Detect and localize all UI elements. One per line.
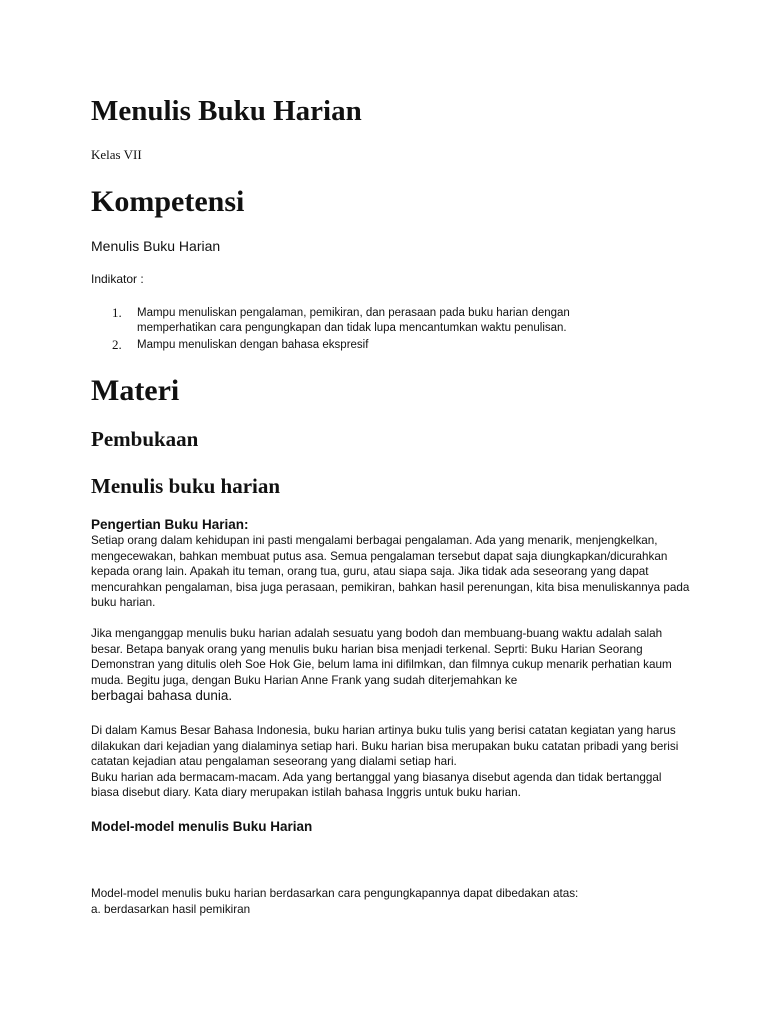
paragraph-model-intro: Model-model menulis buku harian berdasarkan cara pengungkapannya dapat dibedakan atas: — [91, 887, 579, 900]
pengertian-heading — [91, 516, 249, 533]
paragraph-pengertian: Setiap orang dalam kehidupan ini pasti mengalami berbagai pengalaman. Ada yang menarik, menjengkelkan, mengecewakan, bahkan membuat putus asa. Semua pengalaman tersebut dapat saja diungkapkan/dicurahkan kepada orang lain. Apakah itu teman, orang tua, guru, atau siapa saja. Jika tidak ada seseorang yang dapat mencurahkan pengalaman, bisa juga perasaan, pemikiran, bahkan hasil perenungan, kita bisa menuliskannya pada buku harian. — [91, 534, 690, 609]
indikator-list — [112, 306, 632, 356]
paragraph-terkenal-text: Jika menganggap menulis buku harian adalah sesuatu yang bodoh dan membuang-buang waktu adalah salah besar. Betapa banyak orang yang menulis buku harian bisa menjadi terkenal. Seprti: Buku Harian Seorang Demonstran yang ditulis oleh Soe Hok Gie, belum lama ini difilmkan, dan filmnya cukup menarik perhatian kaum muda. Begitu juga, dengan Buku Harian Anne Frank yang sudah diterjemahkan ke — [91, 627, 672, 687]
paragraph-terkenal — [91, 626, 691, 705]
paragraph-model — [91, 886, 691, 917]
pembukaan-heading: Pembukaan — [91, 427, 199, 451]
paragraph-terkenal-tail: berbagai bahasa dunia. — [91, 688, 233, 703]
list-item — [112, 306, 632, 335]
class-label: Kelas VII — [91, 147, 142, 162]
menulis-heading: Menulis buku harian — [91, 474, 281, 498]
list-item-text: Mampu menuliskan dengan bahasa ekspresif — [137, 339, 369, 351]
document-title: Menulis Buku Harian — [91, 95, 362, 127]
paragraph-kbbi — [91, 723, 691, 801]
pengertian-heading-colon: : — [244, 517, 249, 532]
kompetensi-subtitle: Menulis Buku Harian — [91, 238, 221, 254]
list-item — [112, 338, 632, 353]
indikator-label: Indikator : — [91, 272, 144, 286]
paragraph-kbbi-macam: Buku harian ada bermacam-macam. Ada yang bertanggal yang biasanya disebut agenda dan tidak bertanggal biasa disebut diary. Kata diary merupakan istilah bahasa Inggris untuk buku harian. — [91, 770, 662, 799]
list-item-number: 1. — [112, 305, 122, 320]
kompetensi-heading: Kompetensi — [91, 185, 245, 218]
paragraph-model-item-a: a. berdasarkan hasil pemikiran — [91, 902, 251, 916]
model-heading: Model-model menulis Buku Harian — [91, 819, 313, 834]
materi-heading: Materi — [91, 374, 180, 407]
list-item-number: 2. — [112, 337, 122, 352]
pengertian-heading-text: Pengertian Buku Harian — [91, 517, 245, 532]
paragraph-kbbi-text: Di dalam Kamus Besar Bahasa Indonesia, buku harian artinya buku tulis yang berisi catatan kegiatan yang harus dilakukan dari kejadian yang dialaminya setiap hari. Buku harian bisa merupakan buku catatan pribadi yang berisi catatan kejadian atau pengalaman seseorang yang dialami setiap hari. — [91, 724, 679, 768]
list-item-text: Mampu menuliskan pengalaman, pemikiran, dan perasaan pada buku harian dengan memperhatikan cara pengungkapan dan tidak lupa mencantumkan waktu penulisan. — [137, 307, 570, 334]
